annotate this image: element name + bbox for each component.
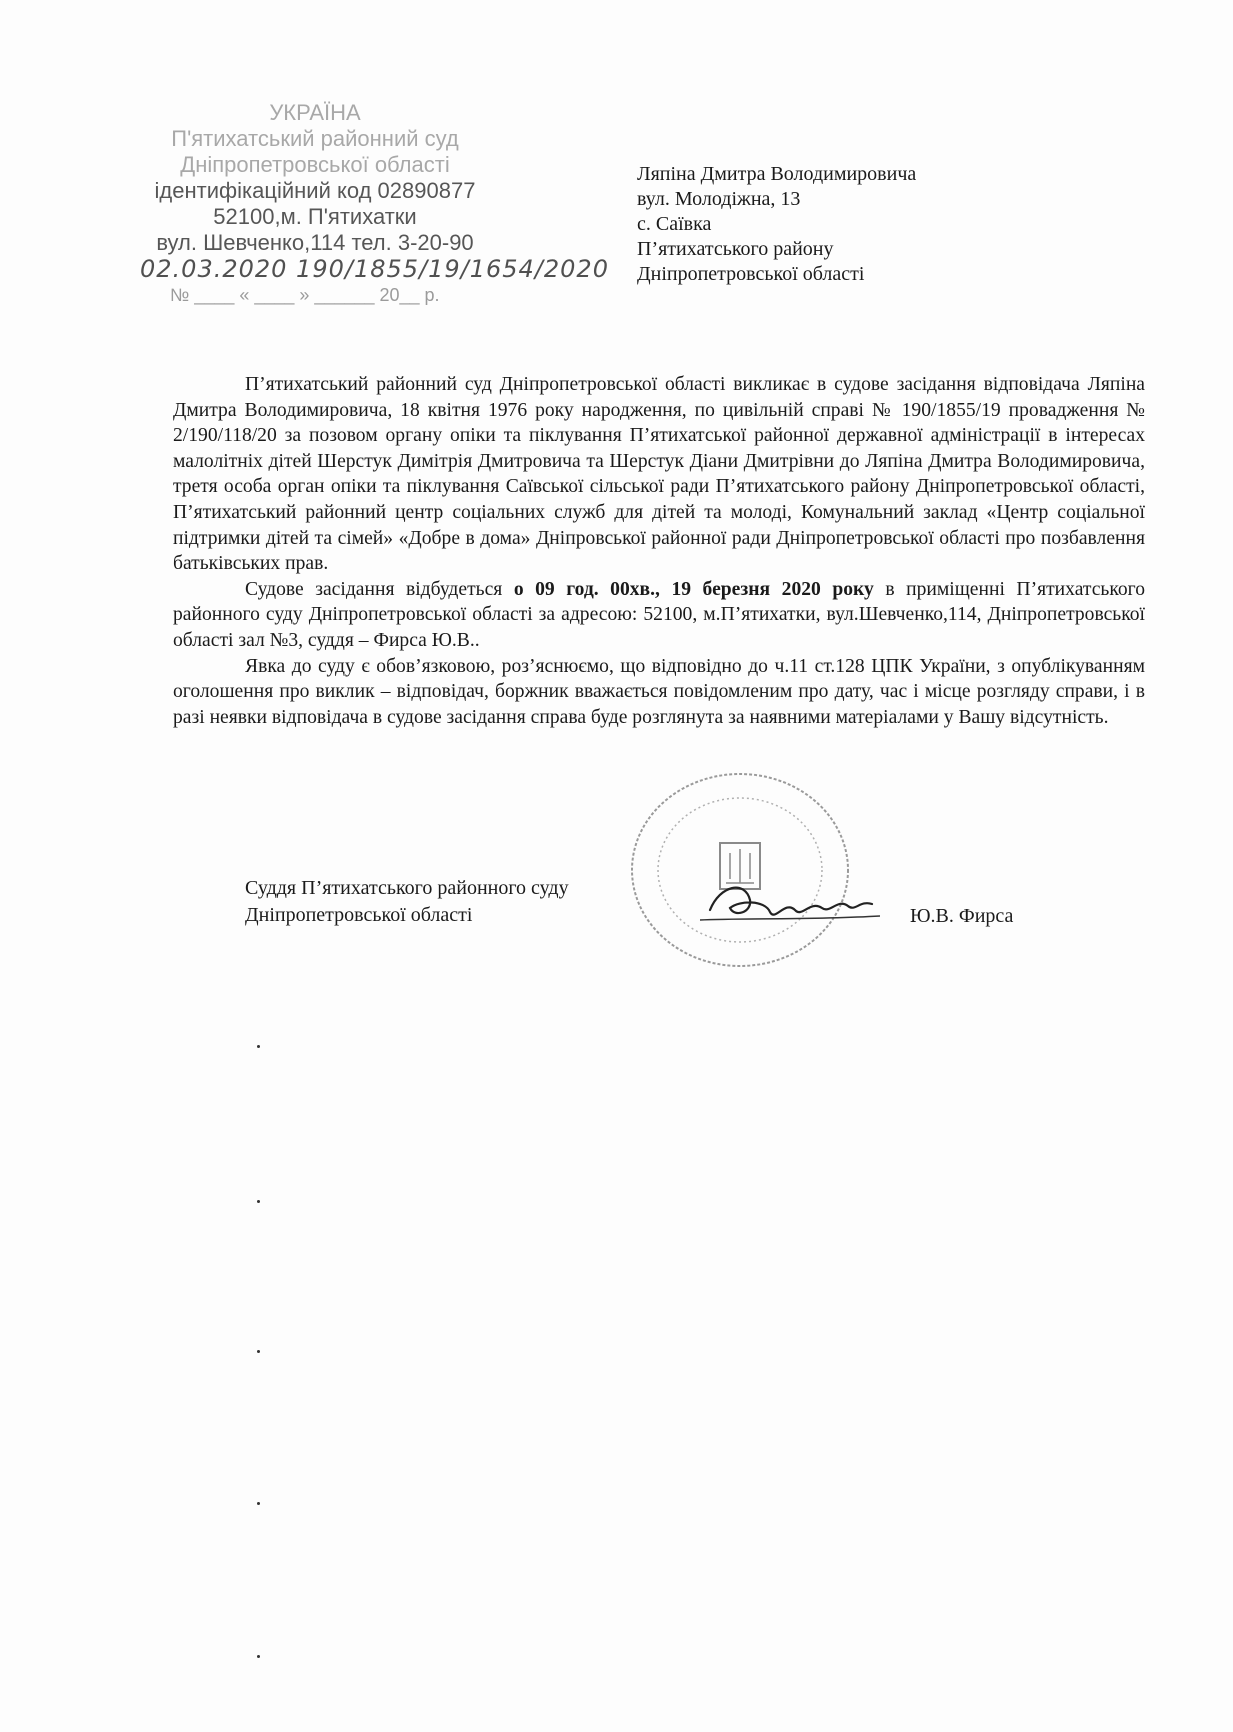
addressee-name: Ляпіна Дмитра Володимировича [637,163,917,185]
addressee-region: Дніпропетровської області [637,263,865,285]
stamp-line: Дніпропетровської області [180,152,450,177]
hearing-text-start: Судове засідання відбудеться [245,578,514,600]
stamp-line: УКРАЇНА [269,100,361,125]
scan-dot [257,1502,260,1505]
summons-body [173,372,1145,730]
stamp-line: ідентифікаційний код 02890877 [154,178,476,203]
hearing-text-end: в приміщенні П’ятихатського районного суду Дніпропетровської області за адресою: 52100, м.П’ятихатки, вул.Шевченко,114, Дніпропетровської області зал №3, суддя – Фирса Ю.В.. [173,578,1145,651]
stamp-line: П'ятихатський районний суд [171,126,459,151]
scan-dot [257,1045,260,1048]
court-stamp [140,100,609,308]
handwritten-reference: 02.03.2020 190/1855/19/1654/2020 [140,255,609,283]
addressee-street: вул. Молодіжна, 13 [637,188,801,210]
judge-title-line: Суддя П’ятихатського районного суду [245,877,569,899]
scan-dot [257,1350,260,1353]
paragraph-attendance: Явка до суду є обов’язковою, роз’яснюємо, що відповідно до ч.11 ст.128 ЦПК України, з опублікуванням оголошення про виклик – відповідач, боржник вважається повідомленим про дату, час і місце розгляду справи, і в разі неявки відповідача в судове засідання справа буде розглянута за наявними матеріалами у Вашу відсутність. [173,655,1145,728]
scan-dot [257,1200,260,1203]
addressee-block [637,162,916,287]
hearing-datetime: о 09 год. 00хв., 19 березня 2020 року [513,578,874,600]
judge-title [245,875,569,929]
addressee-village: с. Саївка [637,213,712,235]
scan-dot [257,1655,260,1658]
addressee-district: П’ятихатського району [637,238,834,260]
judge-title-line: Дніпропетровської області [245,904,473,926]
judge-signature [690,870,890,940]
paragraph-summons: П’ятихатський районний суд Дніпропетровської області викликає в судове засідання відповідача Ляпіна Дмитра Володимировича, 18 квітня 1976 року народження, по цивільній справі № 190/1855/19 провадження № 2/190/118/20 за позовом органу опіки та піклування П’ятихатської районної державної адміністрації в інтересах малолітніх дітей Шерстук Димітрія Дмитровича та Шерстук Діани Дмитрівни до Ляпіна Дмитра Володимировича, третя особа орган опіки та піклування Саївської сільської ради П’ятихатського району Дніпропетровської області, П’ятихатський районний центр соціальних служб для дітей та молоді, Комунальний заклад «Центр соціальної підтримки дітей та сімей» «Добре в дома» Дніпровської районної ради Дніпропетровської області про позбавлення батьківських прав. [173,374,1145,575]
stamp-date-blank: № ____ « ____ » ______ 20__ р. [170,285,440,305]
judge-name: Ю.В. Фирса [910,905,1014,927]
stamp-line: вул. Шевченко,114 тел. 3-20-90 [156,230,474,255]
paragraph-hearing [173,577,1145,654]
stamp-line: 52100,м. П'ятихатки [213,204,417,229]
